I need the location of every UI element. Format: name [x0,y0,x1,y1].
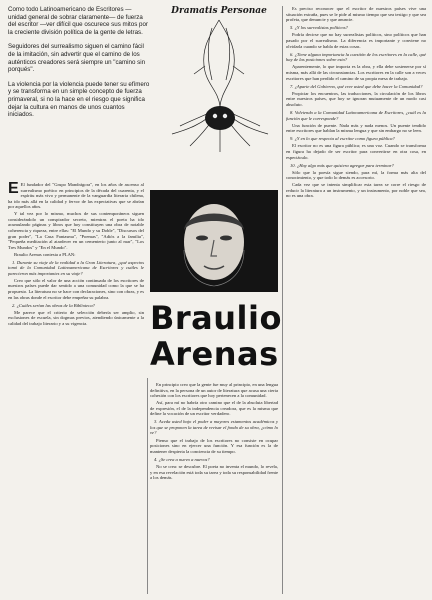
article-column-2 [150,382,278,594]
answer: Me parece que el criterio de selección debería ser amplio, sin exclusiones de escuela, sin dogmas previos, atendiendo únicamente a la calidad del trabajo literario y a su vigencia. [8,309,144,327]
question: 8. Volviendo a la Comunidad Latinoamericana de Escritores, ¿cuál es la función que le corresponde? [286,110,426,121]
column-divider [147,378,148,594]
article-column-1 [8,182,144,594]
body-paragraph: Cada vez que se intenta simplificar esta tarea se corre el riesgo de reducir la literatura a un instrumento, y un instrumento, por noble que sea, no es una obra. [286,182,426,199]
subject-first-name: Braulio [150,299,282,337]
answer: Podría decirse que no hay surrealistas políticos, sino políticos que han pasado por el surrealismo. La diferencia es importante y conviene no olvidarla cuando se habla de estas cosas. [286,32,426,49]
body-paragraph: Y tal vez por lo mismo, muchos de sus contemporáneos siguen considerándolo un conspirador secreto, mientras el poeta ha ido acumulando páginas y libros que hoy constituyen una obra de notable coherencia y riqueza, entre ellas: "El Mundo y su Doble", "Discursos del gran poder", "La Casa Fantasma", "Poemas", "Adiós a la familia", "Pequeña meditación al atardecer en un cementerio junto al mar", "Los Tres Mundos" y "En el Mundo". [8,211,144,250]
question: 9. ¿Y en lo que respecta al escritor como figura pública? [290,136,395,142]
answer: Aparentemente, lo que importa es la obra, y ella debe sostenerse por sí misma, más allá de las circunstancias. Los escritores en la calle son a veces escritores que han perdido el camino de su propia mesa de trabajo. [286,64,426,81]
question: 4. ¿Se crea a nuevo a nuevos? [154,456,210,462]
question: 3. Aceda usted bajo el poder a mayores estamentos académicos y los que se proponen la tarea de revisar el fondo de su obra, ¿cómo lo ve? [150,419,278,436]
article-column-3 [286,6,426,594]
intro-block [8,6,150,156]
subject-last-name: Arenas [150,335,279,373]
lead-text: El fundador del "Grupo Mandrágora", en los años de ascenso al surrealismo poético en principios de la década del cuarenta, y el espíritu más vivo y permanente de la vanguardia literaria chilena, ha ido más allá en la calidad y fervor de las expectativas que se abrían por aquellos años. [8,182,144,210]
drop-cap: E [8,182,19,197]
intro-paragraph: Como todo Latinoamericano de Escritores —unidad general de sobrar claramente— de fuerza del escritor —ver difícil que oscurece sus mitos por la creciente división política de la gente de letras. [8,6,148,36]
question: 7. ¿Aparte del Gobierno, qué cree usted que debe hacer la Comunidad? [290,83,423,89]
column-divider [282,6,283,594]
question: 1. Durante su viaje de la realidad a la Gran Literatura, ¿qué aspectos tomó de la Comunidad Latinoamericana de Escritores y cuáles le parecieron más importantes en su viaje? [8,259,144,276]
body-paragraph: Es preciso reconocer que el escritor de nuestros países vive una situación extraña, pues se le pide al mismo tiempo que sea testigo y que sea profeta, que denuncie y que anuncie. [286,6,426,23]
answer: Creo que sólo el valor de una acción continuada de los escritores de nuestros países puede dar sentido a una comunidad como la que se ha propuesto. La literatura no se hace con declaraciones, sino con obras, y es en las obras donde el escritor debe empeñar su palabra. [8,277,144,300]
intro-paragraph: Seguidores del surrealismo siguen el camino fácil de la imitación, sin advertir que el camino de los auténticos creadores será siempre un "camino sin porqués". [8,43,146,74]
answer: Una función de puente. Nada más y nada menos. Un puente tendido entre escritores que hablan la misma lengua y que sin embargo no se leen. [286,122,426,134]
answer: El escritor no es una figura pública; es una voz. Cuando se transforma en figura ha dejado de ser escritor para convertirse en otra cosa, en espectáculo. [286,143,426,160]
body-paragraph: Así, para mí no habría otro camino que el de la absoluta libertad de expresión, el de la independencia creadora, que es la misma que define la vocación de un escritor verdadero. [150,399,278,417]
body-paragraph: Braulio Arenas contesta a PLAN: [14,251,76,257]
body-paragraph: En principio creo que la gente fue muy al principio, en una lengua definitiva, en la persona de un autor de literatura que acusa una cierta cohesión con los escritores que hoy pertenecen a la comunidad. [150,382,278,399]
subject-portrait [150,190,278,292]
question: 5. ¿Y los surrealistas políticos? [290,25,348,31]
lead-paragraph [8,182,144,210]
masthead-title: Dramatis Personae [171,6,267,16]
puppet-figure-drawing [160,6,278,156]
answer: Sólo que la poesía sigue siendo, para mí, la forma más alta del conocimiento, y que todo lo demás es accesorio. [286,169,426,181]
subject-name [150,299,282,373]
question: 6. ¿Tiene alguna importancia la cuestión de los escritores en la calle, qué hay de las posiciones sobre esto? [286,51,426,63]
portrait-photo [150,190,278,292]
masthead-illustration [160,6,278,156]
answer: Pienso que el trabajo de los escritores no consiste en ocupar posiciones sino en ejercer una función. Y esa función es la de mantener despierta la conciencia de su tiempo. [150,437,278,454]
question: 10. ¿Hay algo más que quisiera agregar para terminar? [290,162,394,168]
question: 2. ¿Cuáles serían las obras de la Biblioteca? [12,302,95,308]
intro-paragraph: La violencia por la violencia puede tener su efímero y se transforma en un simple concepto de fuerza primaveral, si no la hace en el riesgo que significa dejar la cultura en manos de unos cuantos iniciados. [8,80,150,119]
answer: Propiciar los encuentros, las traducciones, la circulación de los libros entre nuestros países, que hoy se ignoran mutuamente de un modo casi absoluto. [286,90,426,107]
answer: No se crea: se descubre. El poeta no inventa el mundo, lo revela, y en esa revelación está toda su tarea y toda su responsabilidad frente a los demás. [150,463,278,481]
